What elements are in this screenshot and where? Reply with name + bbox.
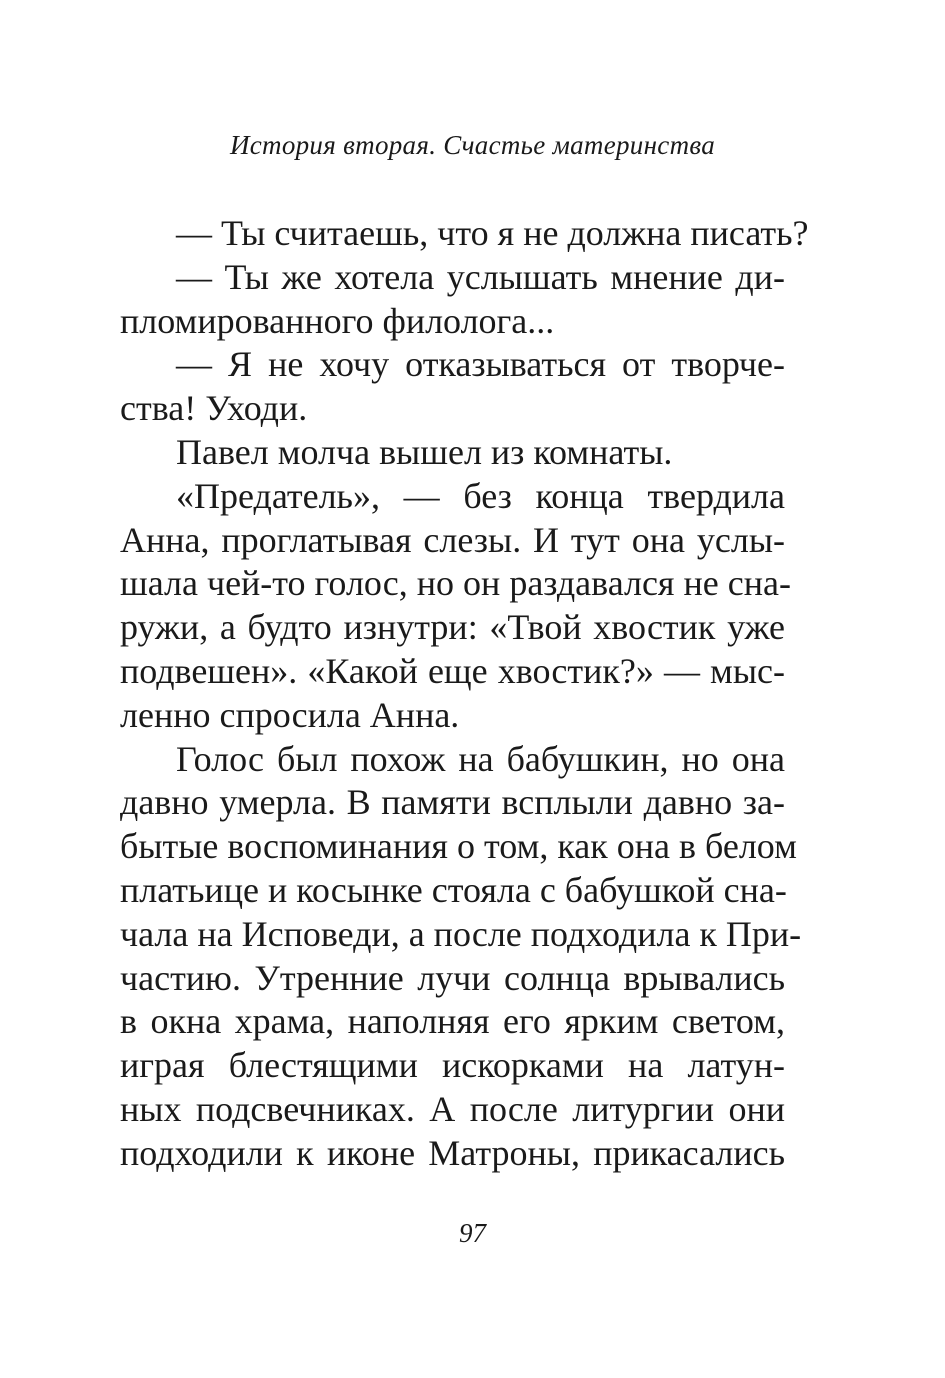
- text-line: ленно спросила Анна.: [120, 694, 460, 735]
- text-line: — Ты считаешь, что я не должна писать?: [176, 213, 809, 253]
- text-line: играя блестящими искорками на латун-: [120, 1045, 785, 1086]
- text-line: Анна, проглатывая слезы. И тут она услы-: [120, 519, 785, 560]
- text-line: чала на Исповеди, а после подходила к При-: [120, 913, 802, 954]
- body-text: [120, 212, 809, 1176]
- text-line: в окна храма, наполняя его ярким светом,: [120, 1001, 785, 1042]
- text-line: ружи, а будто изнутри: «Твой хвостик уже: [120, 607, 785, 648]
- running-header: История вторая. Счастье материнства: [229, 130, 716, 160]
- text-line: Голос был похож на бабушкин, но она: [176, 738, 785, 779]
- text-line: платьице и косынке стояла с бабушкой сна-: [120, 869, 787, 910]
- text-line: — Ты же хотела услышать мнение ди-: [176, 256, 785, 297]
- text-line: частию. Утренние лучи солнца врывались: [120, 957, 785, 998]
- text-line: пломированного филолога...: [120, 300, 555, 341]
- text-line: шала чей-то голос, но он раздавался не сна-: [120, 563, 791, 604]
- text-line: ных подсвечниках. А после литургии они: [120, 1088, 785, 1129]
- text-line: «Предатель», — без конца твердила: [176, 475, 785, 516]
- text-line: подходили к иконе Матроны, прикасались: [120, 1132, 785, 1173]
- text-line: подвешен». «Какой еще хвостик?» — мыс-: [120, 650, 785, 691]
- page-number: 97: [459, 1218, 486, 1248]
- text-line: — Я не хочу отказываться от творче-: [176, 344, 785, 385]
- text-line: ства! Уходи.: [120, 388, 308, 429]
- text-line: давно умерла. В памяти всплыли давно за-: [120, 782, 785, 823]
- text-line: Павел молча вышел из комнаты.: [176, 431, 673, 472]
- text-line: бытые воспоминания о том, как она в белом: [120, 826, 797, 867]
